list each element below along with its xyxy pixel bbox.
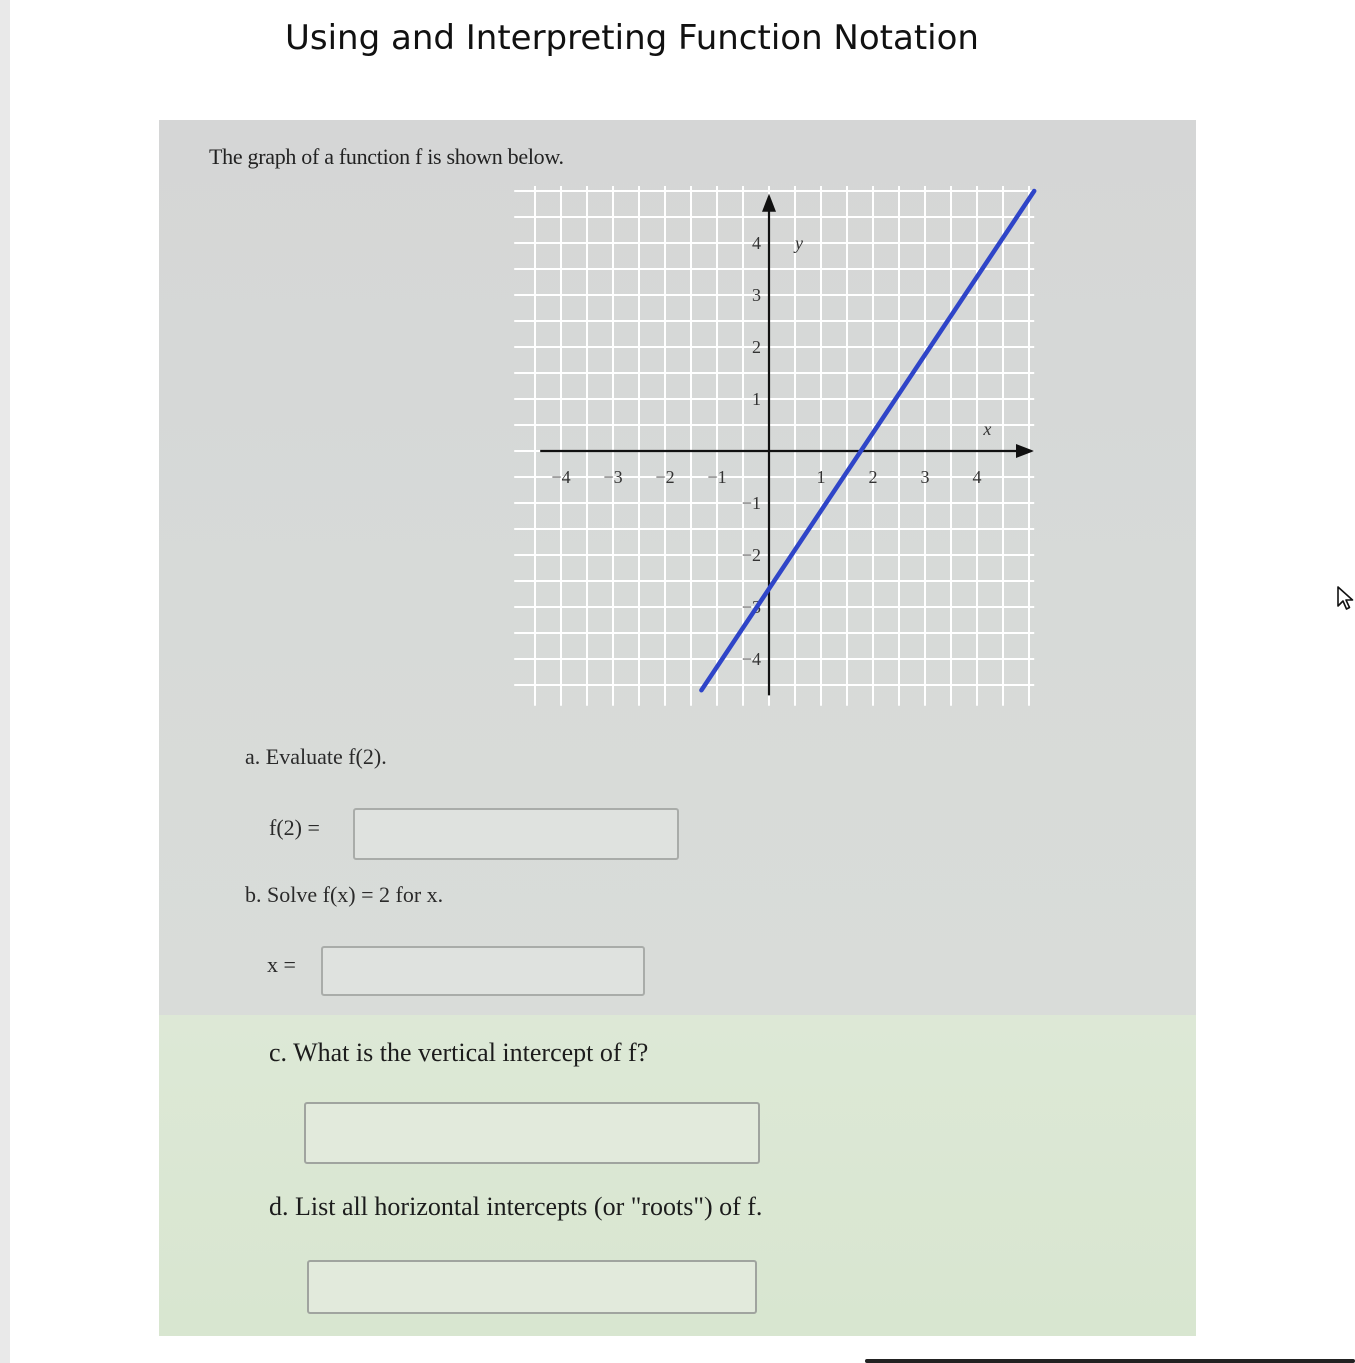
corner-rule [865,1359,1355,1363]
function-graph [499,186,1039,786]
page-title: Using and Interpreting Function Notation [285,18,979,58]
problem-photo [159,120,1196,1336]
page-left-edge [0,0,10,1363]
part-a-answer-input[interactable] [353,808,679,860]
x-tick-label: −3 [603,467,623,487]
y-axis-label: y [795,233,803,253]
part-c-label: c. What is the vertical intercept of f? [269,1038,649,1067]
function-line [701,191,1034,690]
x-axis-label: x [983,419,992,439]
x-tick-label: 2 [868,467,878,487]
y-tick-label: −2 [741,545,761,565]
part-b-answer-input[interactable] [321,946,645,996]
y-axis-arrow [762,194,776,212]
x-tick-label: 1 [816,467,826,487]
x-tick-label: 3 [920,467,930,487]
x-tick-label: 4 [972,467,982,487]
x-axis-arrow [1016,444,1034,458]
part-b-label: b. Solve f(x) = 2 for x. [245,882,444,907]
graph-grid [514,186,1034,706]
part-c-answer-input[interactable] [304,1102,760,1164]
x-tick-label: −1 [707,467,727,487]
graph-function-line [701,191,1034,690]
y-tick-label: −3 [741,597,761,617]
y-tick-label: 2 [752,337,761,357]
cursor-arrow-icon [1336,585,1354,611]
part-a-prompt: f(2) = [269,815,320,840]
y-tick-label: 3 [752,285,761,305]
part-d-answer-input[interactable] [307,1260,757,1314]
y-tick-label: 4 [752,233,761,253]
part-a-label: a. Evaluate f(2). [245,744,387,769]
part-b-prompt: x = [267,952,296,977]
problem-intro: The graph of a function f is shown below. [209,144,564,169]
x-tick-label: −4 [551,467,571,487]
x-tick-label: −2 [655,467,675,487]
y-tick-label: −1 [741,493,761,513]
y-tick-label: 1 [752,389,761,409]
part-d-label: d. List all horizontal intercepts (or "roots") of f. [269,1192,763,1221]
y-tick-label: −4 [741,649,761,669]
